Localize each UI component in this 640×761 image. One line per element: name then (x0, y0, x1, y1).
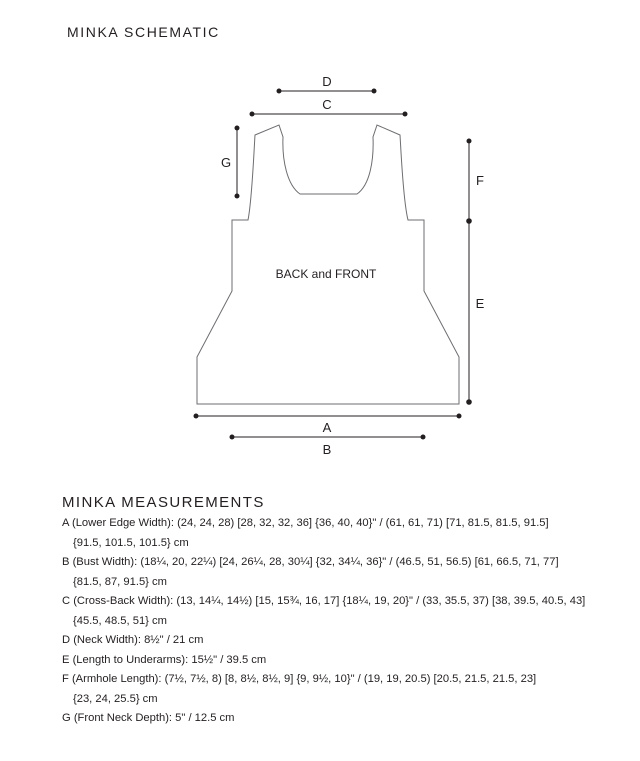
measurement-values: 15½" / 39.5 cm (191, 653, 267, 666)
schematic-title: MINKA SCHEMATIC (67, 24, 220, 40)
measurement-letter: G (62, 712, 71, 724)
measurement-letter: B (62, 556, 70, 568)
measurements-list (62, 514, 632, 729)
measurement-e (62, 651, 632, 671)
dimension-dot (457, 414, 462, 419)
dimension-dot (372, 89, 377, 94)
dimension-dot (277, 89, 282, 94)
dimension-dot (194, 414, 199, 419)
measurement-a (62, 514, 632, 553)
measurement-values: (18¼, 20, 22¼) [24, 26¼, 28, 30¼] {32, 34¼, 36}" / (46.5, 51, 56.5) [61, 66.5, 71, 77] (140, 556, 559, 568)
measurement-name: (Front Neck Depth): (73, 712, 173, 724)
dimension-label-b: B (322, 442, 332, 457)
measurement-name: (Neck Width): (73, 634, 141, 646)
measurement-name: (Armhole Length): (71, 673, 162, 685)
dimension-dot (235, 194, 240, 199)
measurement-values: (7½, 7½, 8) [8, 8½, 8½, 9] {9, 9½, 10}" / (19, 19, 20.5) [20.5, 21.5, 21.5, 23] (164, 673, 537, 685)
dimension-label-d: D (322, 74, 332, 89)
measurement-letter: E (62, 653, 70, 666)
measurement-values: 5" / 12.5 cm (175, 712, 235, 724)
body-label: BACK and FRONT (275, 267, 377, 281)
measurement-name: (Bust Width): (72, 556, 138, 568)
measurement-name: (Length to Underarms): (72, 653, 189, 666)
dimension-label-a: A (322, 420, 332, 435)
measurement-d (62, 631, 632, 651)
measurement-c (62, 592, 632, 631)
dimension-dot (235, 126, 240, 131)
garment-outline (197, 125, 459, 404)
dimension-dot (467, 139, 472, 144)
dimension-label-g: G (220, 155, 232, 170)
measurement-values: (13, 14¼, 14½) [15, 15¾, 16, 17] {18¼, 19, 20}" / (33, 35.5, 37) [38, 39.5, 40.5, 43] (176, 595, 586, 607)
measurements-title: MINKA MEASUREMENTS (62, 494, 265, 511)
dimension-dot (403, 112, 408, 117)
measurement-letter: D (62, 634, 71, 646)
measurement-values-cont: {91.5, 101.5, 101.5} cm (73, 536, 189, 549)
measurement-f (62, 670, 632, 709)
measurement-values-cont: {23, 24, 25.5} cm (73, 692, 158, 705)
measurement-b (62, 553, 632, 592)
dimension-dot (421, 435, 426, 440)
measurement-g (62, 709, 632, 729)
measurement-values-cont: {45.5, 48.5, 51} cm (73, 614, 167, 627)
dimension-label-e: E (475, 296, 485, 311)
measurement-letter: F (62, 673, 69, 685)
measurement-name: (Lower Edge Width): (71, 517, 174, 529)
dimension-label-f: F (476, 173, 484, 188)
dimension-label-c: C (322, 97, 332, 112)
measurement-values: 8½" / 21 cm (144, 634, 204, 646)
measurement-values-cont: {81.5, 87, 91.5} cm (73, 575, 167, 588)
dimension-dot (230, 435, 235, 440)
dimension-dot (466, 399, 472, 405)
measurement-name: (Cross-Back Width): (73, 595, 174, 607)
measurement-letter: C (62, 595, 71, 607)
measurement-letter: A (62, 517, 69, 529)
dimension-dot (250, 112, 255, 117)
dimension-dot (466, 218, 472, 224)
measurement-values: (24, 24, 28) [28, 32, 32, 36] {36, 40, 40}" / (61, 61, 71) [71, 81.5, 81.5, 91.5] (177, 517, 549, 529)
